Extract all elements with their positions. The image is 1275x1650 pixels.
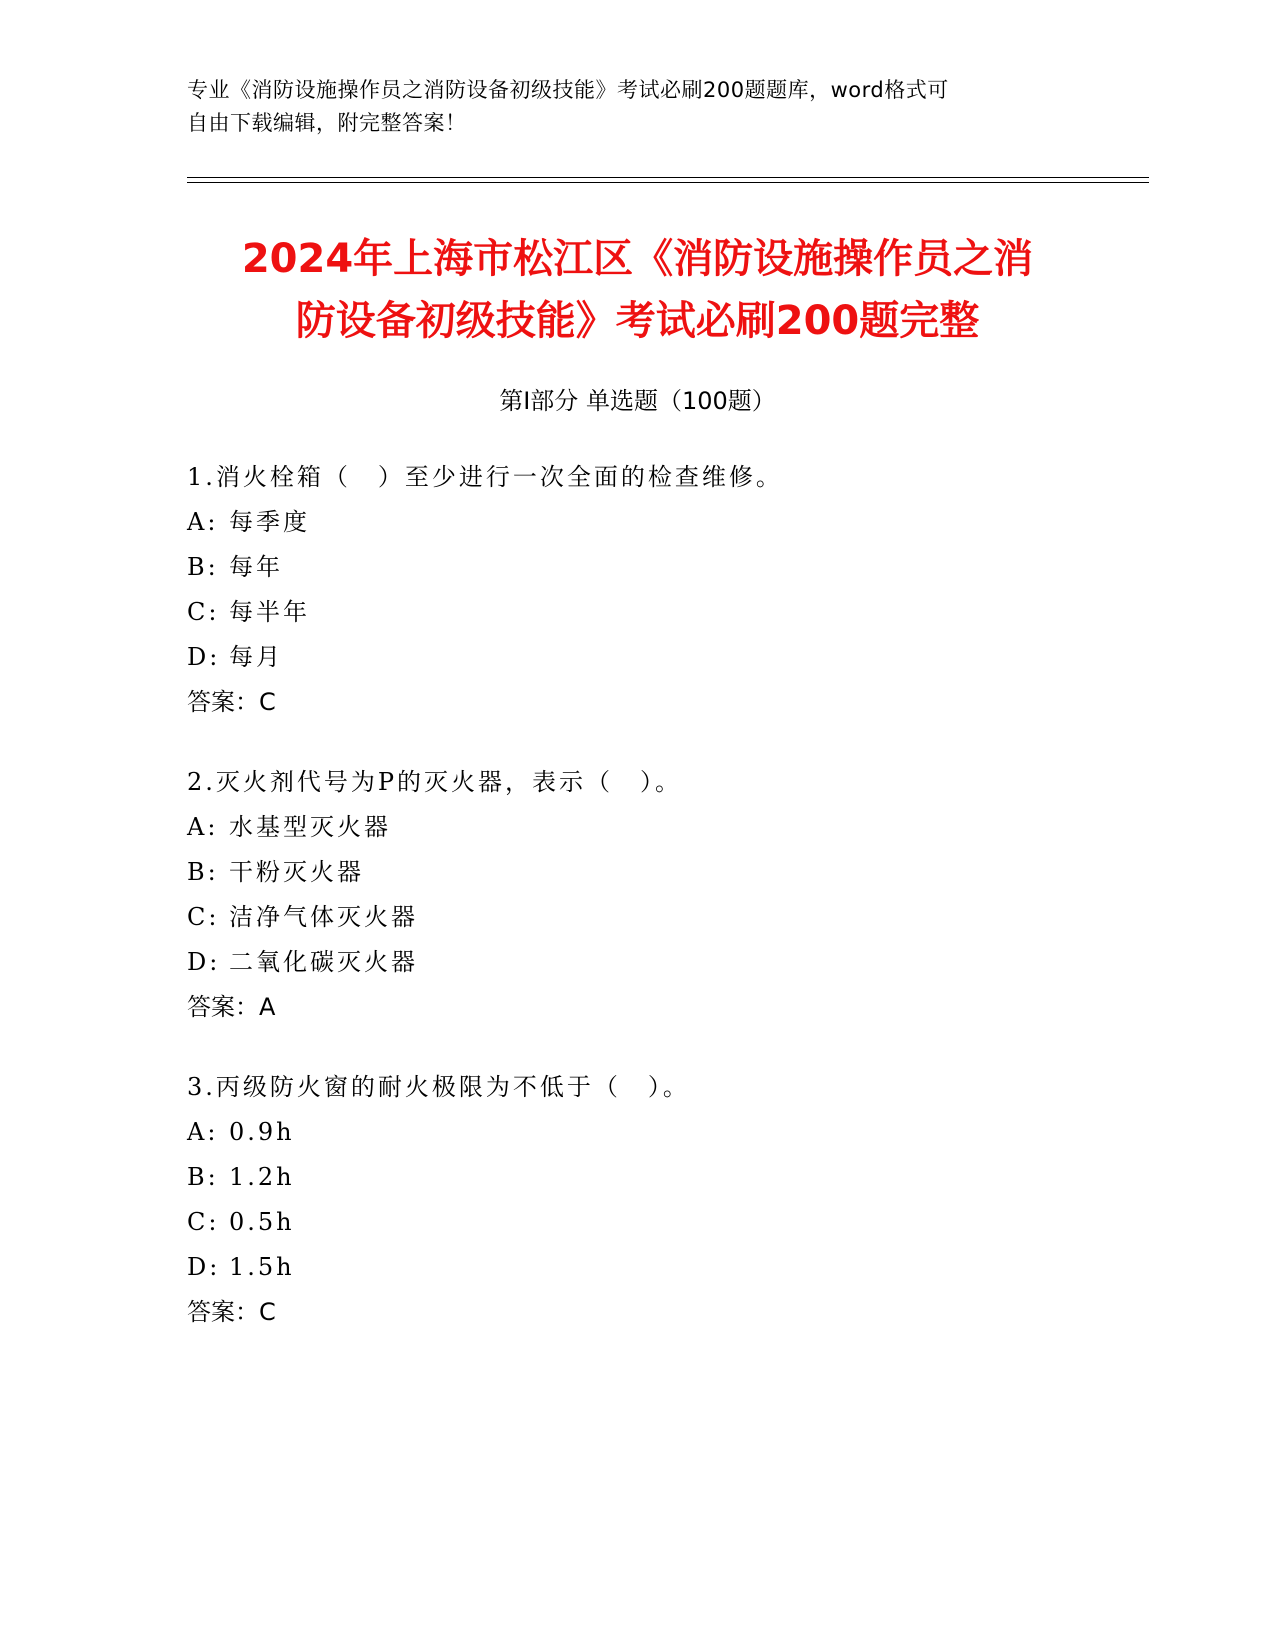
answer-line: 答案：A xyxy=(187,993,276,1021)
option-d: D: 二氧化碳灭火器 xyxy=(187,948,418,976)
question-stem: 3.丙级防火窗的耐火极限为不低于（ ）。 xyxy=(187,1073,690,1101)
answer-line: 答案：C xyxy=(187,1298,276,1326)
option-d: D: 每月 xyxy=(187,643,283,671)
header-divider-top xyxy=(187,177,1149,178)
option-b: B: 干粉灭火器 xyxy=(187,858,364,886)
answer-line: 答案：C xyxy=(187,688,276,716)
option-c: C: 洁净气体灭火器 xyxy=(187,903,418,931)
answer-value: C xyxy=(259,688,276,716)
answer-value: C xyxy=(259,1298,276,1326)
question-1 xyxy=(187,454,1137,725)
intro-text xyxy=(187,74,1087,140)
option-a: A: 0.9h xyxy=(187,1118,295,1146)
title-line-1: 2024年上海市松江区《消防设施操作员之消 xyxy=(241,236,1034,282)
option-d: D: 1.5h xyxy=(187,1253,295,1281)
section-heading: 第Ⅰ部分 单选题（100题） xyxy=(499,387,776,415)
option-c: C: 0.5h xyxy=(187,1208,295,1236)
option-a: A: 水基型灭火器 xyxy=(187,813,391,841)
intro-line-2: 自由下载编辑，附完整答案！ xyxy=(187,111,467,135)
question-stem: 1.消火栓箱（ ）至少进行一次全面的检查维修。 xyxy=(187,463,783,491)
option-a: A: 每季度 xyxy=(187,508,310,536)
question-3 xyxy=(187,1064,1137,1335)
intro-line-1: 专业《消防设施操作员之消防设备初级技能》考试必刷200题题库，word格式可 xyxy=(187,78,949,102)
question-2 xyxy=(187,759,1137,1030)
question-stem: 2.灭火剂代号为P的灭火器，表示（ ）。 xyxy=(187,768,683,796)
option-b: B: 1.2h xyxy=(187,1163,295,1191)
document-title xyxy=(150,228,1125,352)
option-c: C: 每半年 xyxy=(187,598,310,626)
title-line-2: 防设备初级技能》考试必刷200题完整 xyxy=(295,298,980,344)
option-b: B: 每年 xyxy=(187,553,283,581)
answer-value: A xyxy=(259,993,276,1021)
header-divider-bottom xyxy=(187,182,1149,183)
